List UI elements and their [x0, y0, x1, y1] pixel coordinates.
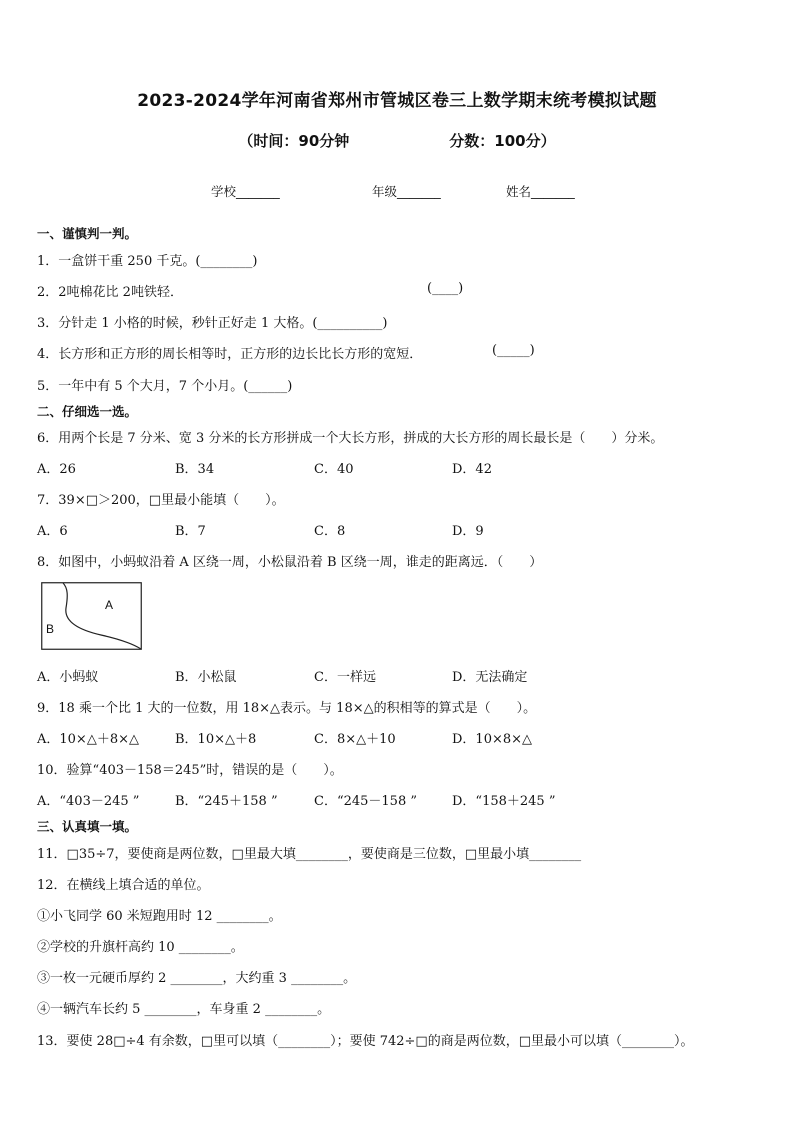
score-info: 分数：100分） [449, 132, 556, 150]
option-d: D．10×8×△ [452, 732, 533, 747]
question-10: 10．验算“403－158＝245”时，错误的是（ ）。 [37, 763, 343, 778]
question-2 [37, 281, 464, 300]
question-11: 11．□35÷7，要使商是两位数，□里最大填________，要使商是三位数，□里最小填________ [37, 847, 582, 862]
question-12-part-1: ①小飞同学 60 米短跑用时 12 ________。 [37, 909, 282, 924]
region-b-label: B [46, 622, 55, 636]
option-d: D．9 [452, 524, 484, 539]
question-2-text: 2．2吨棉花比 2吨铁轻． [37, 285, 183, 300]
time-info: （时间：90分钟 [238, 132, 350, 150]
question-9: 9．18 乘一个比 1 大的一位数，用 18×△表示。与 18×△的积相等的算式是（ ）。 [37, 701, 537, 716]
question-7: 7．39×□＞200，□里最小能填（ ）。 [37, 493, 285, 508]
exam-subtitle [0, 130, 794, 151]
school-field: 学校_______ [211, 184, 280, 199]
option-d: D．“158＋245 ” [452, 794, 556, 809]
question-2-blank: (____) [427, 281, 464, 296]
option-a: A．26 [37, 462, 76, 477]
option-a: A．“403－245 ” [37, 794, 140, 809]
option-c: C．“245－158 ” [314, 794, 417, 809]
question-12-part-4: ④一辆汽车长约 5 ________，车身重 2 ________。 [37, 1002, 331, 1017]
question-12: 12．在横线上填合适的单位。 [37, 878, 210, 893]
option-c: C．一样远 [314, 670, 376, 685]
option-a: A．小蚂蚁 [37, 670, 99, 685]
question-6: 6．用两个长是 7 分米、宽 3 分米的长方形拼成一个大长方形，拼成的大长方形的周长最长是（ ）分米。 [37, 431, 664, 446]
section-heading-3: 三、认真填一填。 [37, 819, 138, 834]
question-5: 5．一年中有 5 个大月，7 个小月。(______) [37, 379, 293, 394]
option-b: B．10×△＋8 [175, 732, 257, 747]
option-c: C．8×△＋10 [314, 732, 396, 747]
option-a: A．10×△＋8×△ [37, 732, 139, 747]
question-12-part-3: ③一枚一元硬币厚约 2 ________，大约重 3 ________。 [37, 971, 357, 986]
option-a: A．6 [37, 524, 68, 539]
section-heading-2: 二、仔细选一选。 [37, 404, 138, 419]
question-8: 8．如图中，小蚂蚁沿着 A 区绕一周，小松鼠沿着 B 区绕一周，谁走的距离远．（ ） [37, 555, 543, 570]
option-b: B．7 [175, 524, 206, 539]
section-heading-1: 一、谨慎判一判。 [37, 226, 138, 241]
region-diagram [41, 582, 142, 650]
question-3: 3．分针走 1 小格的时候，秒针正好走 1 大格。(__________) [37, 316, 388, 331]
option-b: B．“245＋158 ” [175, 794, 278, 809]
grade-field: 年级_______ [372, 184, 441, 199]
question-4-blank: (_____) [492, 343, 535, 358]
option-d: D．42 [452, 462, 492, 477]
page-title: 2023-2024学年河南省郑州市管城区卷三上数学期末统考模拟试题 [137, 91, 657, 111]
dividing-curve [63, 583, 141, 649]
option-b: B．小松鼠 [175, 670, 237, 685]
option-c: C．40 [314, 462, 354, 477]
question-1: 1．一盒饼干重 250 千克。(________) [37, 254, 258, 269]
question-4-text: 4．长方形和正方形的周长相等时，正方形的边长比长方形的宽短． [37, 347, 423, 362]
name-field: 姓名_______ [506, 184, 575, 199]
diagram-border [42, 583, 142, 650]
option-b: B．34 [175, 462, 215, 477]
option-c: C．8 [314, 524, 346, 539]
option-d: D．无法确定 [452, 670, 528, 685]
region-a-label: A [105, 598, 114, 612]
question-12-part-2: ②学校的升旗杆高约 10 ________。 [37, 940, 244, 955]
question-4 [37, 343, 535, 362]
question-13: 13．要使 28□÷4 有余数，□里可以填（________）；要使 742÷□的商是两位数，□里最小可以填（________）。 [37, 1034, 694, 1049]
